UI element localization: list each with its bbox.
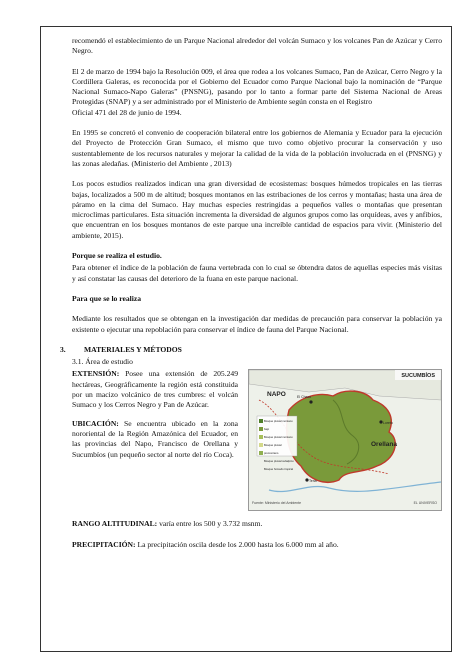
map-label-orellana: Orellana (371, 441, 398, 449)
paragraph-3: En 1995 se concretó el convenio de cooperación bilateral entre los gobiernos de Alemania y Ecuador para la ejecución del Proyecto de Protección Gran Sumaco, el mismo que tuvo como objetivo procurar la conservación y uso sustentablemente de los recursos naturales y mejorar la calidad de la vida de la población involucrada en el (PNSNG) y las zonas aledañas. (Ministerio del Ambiente , 2013) (72, 128, 442, 168)
map-legend-item: Bosque pluvial premontano (264, 444, 282, 456)
paragraph-1: recomendó el establecimiento de un Parque Nacional alrededor del volcán Sumaco y los volcanes Pan de Azúcar y Cerro Negro. (72, 36, 442, 56)
section-number: 3. (60, 344, 66, 354)
section-heading (60, 345, 442, 355)
paragraph-4: Los pocos estudios realizados indican una gran diversidad de ecosistemas: bosques húmedos tropicales en las tierras bajas, localizados a 500 m de altitud; bosques montanos en las estribaciones de los cerros y montañas; hasta una área de páramo en la cima del Sumaco. Hay muchas especies restringidas a pequeños valles o montañas que presentan microclimas particulares. Esta situación incrementa la diversidad de algunos grupos como las orquídeas, aves y anfibios, que encuentran en los bosques montanos de este parque una increíble cantidad de espacios para vivir. (Ministerio del ambiente, 2015). (72, 179, 442, 240)
paragraph-5: Para obtener el índice de la población de fauna vertebrada con lo cual se óbtendra datos de aquellas especies más visitas y así constatar las causas del deterioro de la fuana en este parque nacional. (72, 263, 442, 283)
paragraph-2-b: Oficial 471 del 28 de junio de 1994. (72, 107, 182, 117)
map-legend-item: Bosque pluvial subalpino (264, 460, 294, 464)
study-area-text (72, 369, 238, 467)
park-map-image (248, 369, 442, 511)
heading-why: Porque se realiza el estudio. (72, 251, 162, 261)
map-label-sucumbios: SUCUMBÍOS (401, 373, 435, 380)
map-label-tena: Tena (309, 479, 317, 484)
paragraph-2: El 2 de marzo de 1994 bajo la Resolución 009, el área que rodea a los volcanes Sumaco, Pan de Azúcar, Cerro Negro y la Cordillera Galeras, es reconocida por el Gobierno del Ecuador como Parque Nacional bajo la nominación de “Parque Nacional Sumaco-Napo Galeras” (PNSNG), pasando por lo tanto a formar parte del Sistema Nacional de Areas Protegidas (SNAP) y a ser administrado por el Ministerio de Ambiente según consta en el Registro (72, 66, 442, 107)
section-title: MATERIALES Y MÉTODOS (84, 344, 182, 354)
map-label-napo: NAPO (267, 391, 286, 399)
map-legend-item: Bosque pluvial montano (264, 436, 293, 440)
map-label-loreto: Loreto (383, 421, 393, 426)
study-area-block (72, 369, 442, 511)
map-legend-labels (264, 418, 296, 474)
document-content (60, 36, 442, 560)
extension-paragraph: EXTENSIÓN: Posee una extensión de 205.249 hectáreas, Geográficamente la región está constituida por un macizo volcánico de tres cumbres: el volcán Sumaco y los Cerros Negro y Pan de Azúcar. (72, 369, 238, 410)
subsection-heading: 3.1. Área de estudio (72, 357, 133, 367)
map-label-el-chaco: El Chaco (297, 395, 312, 400)
rango-paragraph: RANGO ALTITUDINAL: varía entre los 500 y 3.732 msnm. (72, 519, 263, 529)
precipitacion-paragraph: PRECIPITACIÓN: La precipitación oscila desde los 2.000 hasta los 6.000 mm al año. (72, 539, 339, 549)
heading-what: Para que se lo realiza (72, 293, 142, 303)
map-brand-label: EL UNIVERSO (413, 501, 437, 506)
map-legend-item: Bosque húmedo tropical (264, 468, 293, 472)
ubicacion-paragraph: UBICACIÓN: Se encuentra ubicado en la zona nororiental de la Región Amazónica del Ecuador, en las provincias del Napo, Francisco de Orellana y Sucumbíos (un pequeño sector al norte del río Coca). (72, 418, 238, 459)
paragraph-6: Mediante los resultados que se obtengan en la investigación dar medidas de precaución para conservar la población ya existente o ejecutar una repoblación para conservar el índice de fauna del Parque Nacional. (72, 314, 442, 334)
map-source-label: Fuente: Ministerio del Ambiente (252, 501, 302, 506)
map-legend-item: Bosque pluvial montano bajo (264, 420, 293, 432)
